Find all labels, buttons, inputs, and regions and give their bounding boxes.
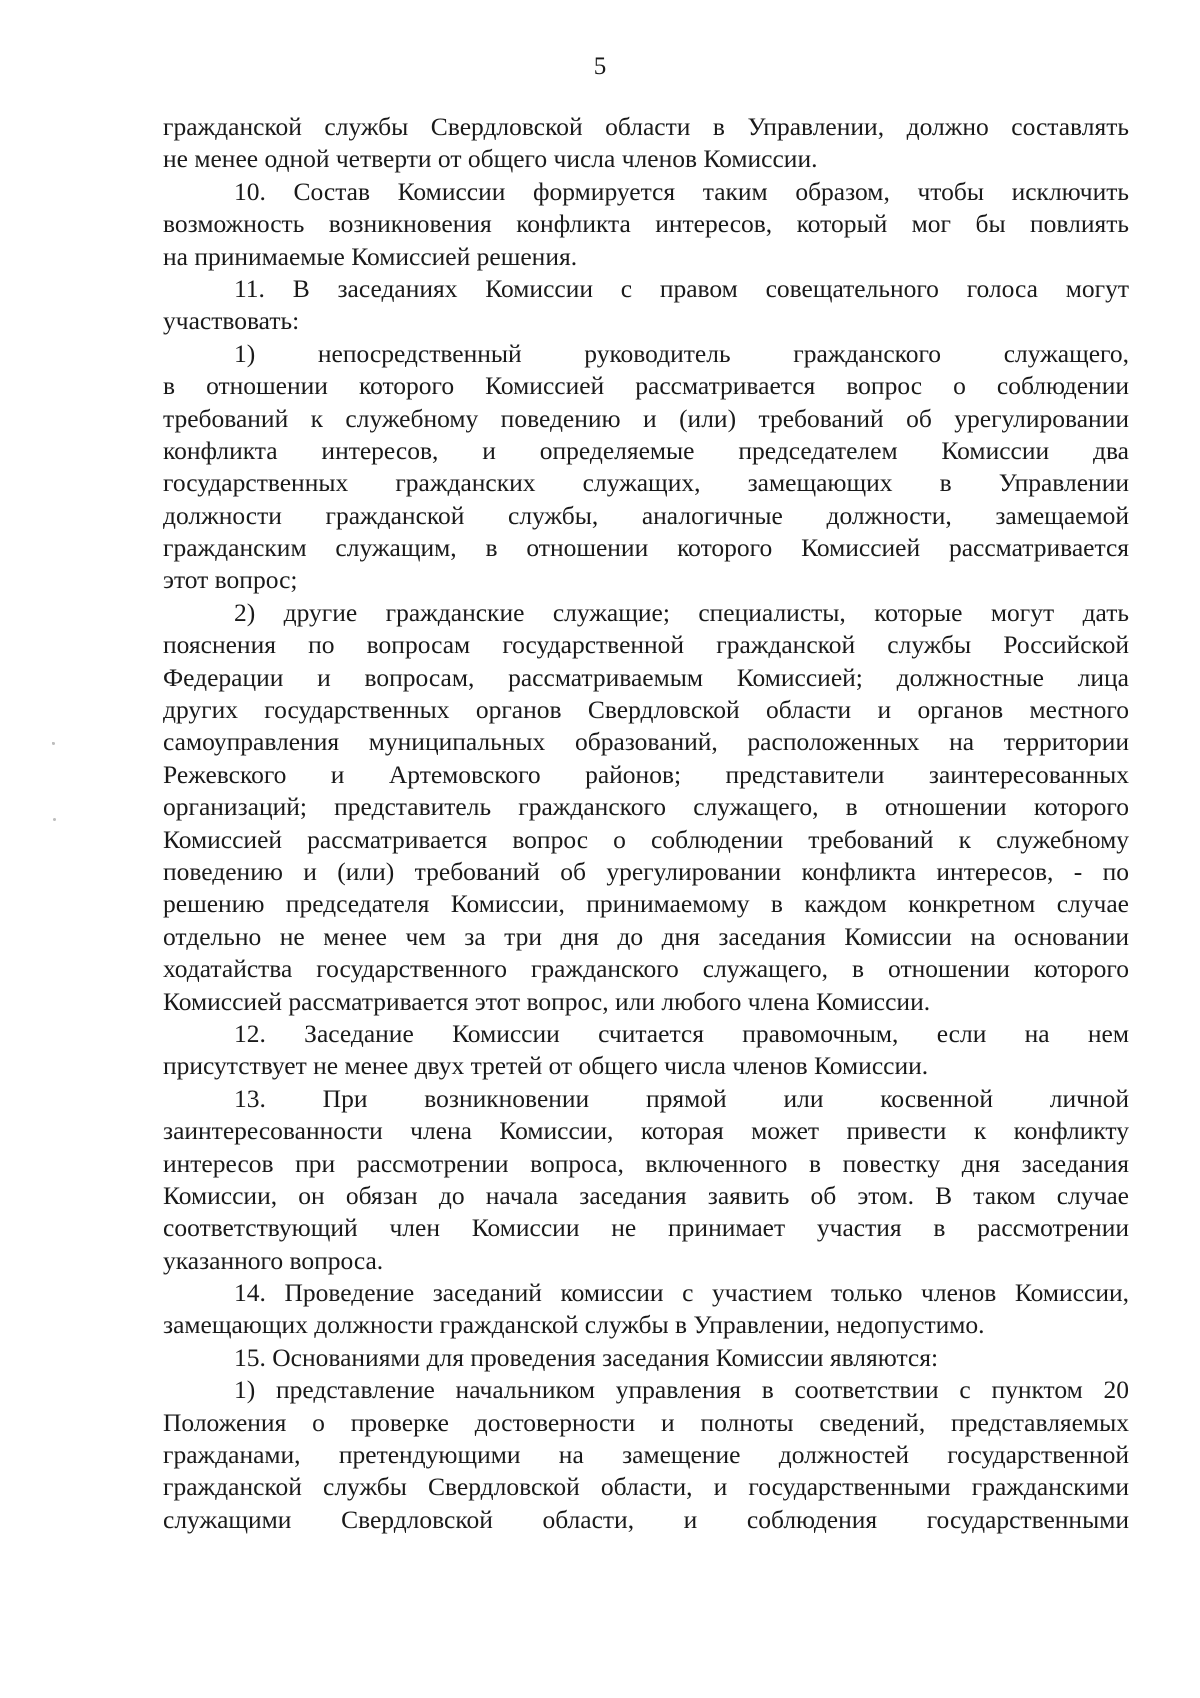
text-line: Комиссией рассматривается вопрос о соблюдении требований к служебному — [163, 824, 1129, 854]
text-line: возможность возникновения конфликта интересов, который мог бы повлиять — [163, 209, 1129, 239]
text-line: других государственных органов Свердловской области и органов местного — [163, 695, 1129, 725]
text-line: Комиссии, он обязан до начала заседания заявить об этом. В таком случае — [163, 1180, 1129, 1210]
text-line: гражданской службы Свердловской области в Управлении, должно составлять — [163, 112, 1129, 141]
text-line: самоуправления муниципальных образований, расположенных на территории — [163, 727, 1129, 757]
text-line: Режевского и Артемовского районов; представители заинтересованных — [163, 759, 1129, 789]
text-line: этот вопрос; — [163, 565, 298, 595]
text-line: интересов при рассмотрении вопроса, включенного в повестку дня заседания — [163, 1148, 1129, 1178]
text-line: отдельно не менее чем за три дня до дня заседания Комиссии на основании — [163, 921, 1129, 951]
text-line: 13. При возникновении прямой или косвенной личной — [234, 1083, 1129, 1113]
text-line: 1) непосредственный руководитель гражданского служащего, — [234, 338, 1129, 368]
scan-speck — [52, 742, 55, 745]
text-line: в отношении которого Комиссией рассматривается вопрос о соблюдении — [163, 371, 1129, 401]
page-number: 5 — [593, 53, 607, 80]
text-line: поведению и (или) требований об урегулировании конфликта интересов, - по — [163, 856, 1129, 886]
text-line: гражданской службы Свердловской области, и государственными гражданскими — [163, 1472, 1129, 1502]
text-line: 14. Проведение заседаний комиссии с участием только членов Комиссии, — [234, 1278, 1129, 1308]
text-line: должности гражданской службы, аналогичные должности, замещаемой — [163, 500, 1129, 530]
text-line: 1) представление начальником управления в соответствии с пунктом 20 — [234, 1375, 1129, 1405]
text-line: гражданским служащим, в отношении которого Комиссией рассматривается — [163, 533, 1129, 563]
text-line: участвовать: — [163, 306, 300, 336]
document-body — [163, 111, 1129, 1536]
text-line: государственных гражданских служащих, замещающих в Управлении — [163, 468, 1129, 498]
text-line: конфликта интересов, и определяемые председателем Комиссии два — [163, 435, 1129, 465]
text-line: служащими Свердловской области, и соблюдения государственными — [163, 1504, 1129, 1534]
text-line: 11. В заседаниях Комиссии с правом совещательного голоса могут — [234, 273, 1129, 303]
text-line: замещающих должности гражданской службы в Управлении, недопустимо. — [163, 1310, 985, 1340]
text-line: ходатайства государственного гражданского служащего, в отношении которого — [163, 954, 1129, 984]
text-line: гражданами, претендующими на замещение должностей государственной — [163, 1440, 1129, 1470]
scan-speck — [53, 818, 56, 821]
text-line: требований к служебному поведению и (или) требований об урегулировании — [163, 403, 1129, 433]
text-line: присутствует не менее двух третей от общего числа членов Комиссии. — [163, 1051, 929, 1081]
text-line: решению председателя Комиссии, принимаемому в каждом конкретном случае — [163, 889, 1129, 919]
text-line: соответствующий член Комиссии не принимает участия в рассмотрении — [163, 1213, 1129, 1243]
text-line: Федерации и вопросам, рассматриваемым Комиссией; должностные лица — [163, 662, 1129, 692]
text-line: указанного вопроса. — [163, 1245, 384, 1275]
text-line: пояснения по вопросам государственной гражданской службы Российской — [163, 630, 1129, 660]
text-line: организаций; представитель гражданского служащего, в отношении которого — [163, 792, 1129, 822]
text-line: 15. Основаниями для проведения заседания Комиссии являются: — [234, 1342, 939, 1372]
text-line: Комиссией рассматривается этот вопрос, или любого члена Комиссии. — [163, 986, 931, 1016]
text-line: на принимаемые Комиссией решения. — [163, 241, 578, 271]
text-line: заинтересованности члена Комиссии, которая может привести к конфликту — [163, 1116, 1129, 1146]
text-line: 10. Состав Комиссии формируется таким образом, чтобы исключить — [234, 176, 1129, 206]
text-line: Положения о проверке достоверности и полноты сведений, представляемых — [163, 1407, 1129, 1437]
text-line: не менее одной четверти от общего числа членов Комиссии. — [163, 144, 818, 174]
text-line: 2) другие гражданские служащие; специалисты, которые могут дать — [234, 597, 1129, 627]
text-line: 12. Заседание Комиссии считается правомочным, если на нем — [234, 1018, 1129, 1048]
